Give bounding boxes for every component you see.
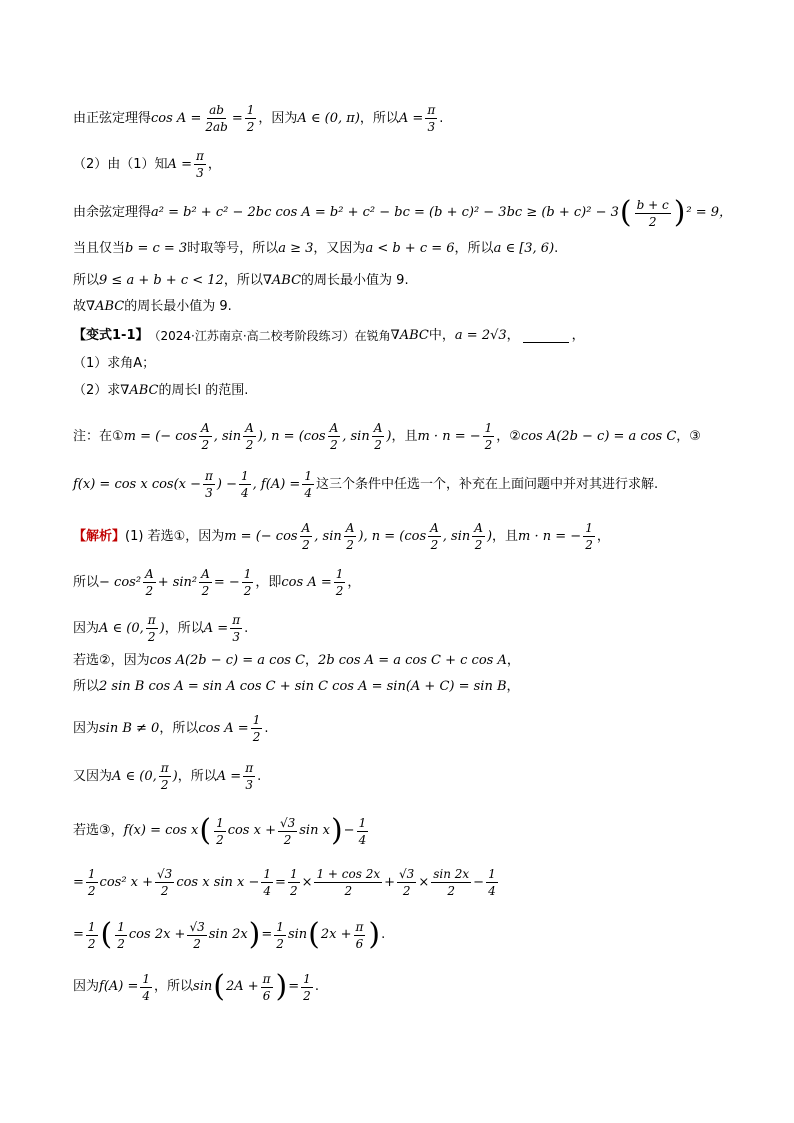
fraction: $\frac{1}{2}$: [216, 815, 224, 847]
math: ∇ABC: [262, 273, 302, 288]
fraction: $\frac{A}{2}$: [201, 421, 210, 452]
fraction: $\frac{\pi}{3}$: [427, 103, 436, 134]
text: ，因为: [258, 110, 298, 126]
solution-line-4: [73, 240, 723, 258]
fraction: $\frac{√3}{2}$: [157, 867, 173, 898]
variant-tag: 【变式1-1】: [73, 328, 149, 343]
math: cos² x +: [99, 874, 154, 890]
text: 这三个条件中任选一个，补充在上面问题中并对其进行求解.: [315, 476, 659, 492]
text: 所以: [73, 679, 100, 694]
math: = −: [213, 574, 240, 590]
math: 2A +: [225, 979, 259, 994]
fraction: $\frac{\pi}{3}$: [245, 761, 254, 792]
text: ，: [305, 653, 319, 668]
variant-header: [73, 327, 723, 345]
fraction: $\frac{\pi}{6}$: [355, 919, 364, 951]
fraction: $\frac{b + c}{2}$: [636, 197, 669, 229]
paren: ): [368, 917, 381, 952]
text: ，又因为: [313, 241, 366, 256]
math: sin 2x: [208, 927, 248, 942]
text: （2）求: [73, 383, 121, 398]
paren: ): [248, 917, 261, 952]
math: ), n = (cos: [257, 428, 326, 444]
analysis-line-3: [73, 614, 723, 643]
fraction: $\frac{A}{2}$: [430, 521, 439, 552]
fraction: $\frac{1}{2}$: [289, 867, 298, 898]
fraction: $\frac{1}{2}$: [87, 919, 96, 951]
fraction: $\frac{√3}{2}$: [399, 867, 415, 898]
math: m · n = −: [518, 528, 582, 544]
fraction: $\frac{1}{2}$: [243, 567, 252, 598]
text: 的周长最小值为 9.: [301, 273, 409, 288]
math: ): [159, 620, 165, 636]
math: + sin²: [157, 574, 198, 590]
math: f(x) = cos x: [123, 823, 199, 838]
solution-line-3: [73, 195, 733, 230]
text: 注：在①: [73, 428, 124, 444]
math: ² = 9，: [686, 205, 733, 220]
math: ): [386, 428, 392, 444]
math: ×: [301, 874, 313, 890]
text: .: [264, 720, 269, 736]
math: ): [172, 768, 178, 784]
math: −: [473, 874, 485, 890]
fraction: $\frac{ab}{2ab}$: [205, 103, 228, 134]
text: 所以: [73, 273, 100, 288]
text: ，②: [496, 428, 521, 444]
text: 中，: [428, 328, 455, 343]
fraction: $\frac{1}{2}$: [585, 521, 593, 552]
math: a ∈ [3, 6): [493, 241, 555, 256]
math: =: [275, 874, 286, 890]
fraction: $\frac{A}{2}$: [329, 421, 339, 452]
text: ，所以: [177, 768, 217, 784]
text: .: [244, 620, 249, 636]
paren: ): [330, 813, 343, 848]
math: cos A(2b − c) = a cos C: [149, 653, 306, 668]
fill-in-blank: [523, 330, 569, 343]
analysis-line-10: [73, 917, 723, 952]
math: +: [384, 874, 396, 890]
math: ∇ABC: [120, 383, 159, 398]
fraction: $\frac{√3}{2}$: [279, 815, 296, 847]
text: ，: [596, 528, 610, 544]
math: 2 sin B cos A = sin A cos C + sin C cos A = sin(A + C) = sin B: [99, 679, 507, 694]
math: A =: [203, 620, 229, 636]
math: sin x: [299, 823, 330, 838]
math: cos A =: [198, 720, 249, 736]
text: 若选②，因为: [73, 653, 150, 668]
paren: (: [213, 969, 225, 1004]
paren: ): [275, 969, 288, 1004]
math: ×: [418, 874, 430, 890]
math: ∇ABC: [86, 299, 125, 314]
text: （1）求角A；: [73, 356, 156, 371]
paren: (: [100, 917, 113, 952]
analysis-line-4: [73, 652, 723, 670]
text: (1) 若选①，因为: [125, 528, 225, 544]
math: =: [261, 927, 273, 942]
math: 9 ≤ a + b + c < 12: [99, 273, 224, 288]
math: =: [288, 979, 300, 994]
analysis-line-9: [73, 868, 723, 897]
text: 又因为: [73, 768, 113, 784]
text: ，所以: [223, 273, 263, 288]
math: A ∈ (0,: [112, 768, 157, 784]
math: ) −: [216, 476, 238, 492]
paren: (: [308, 917, 320, 952]
math: , sin: [342, 428, 370, 444]
math: ): [486, 528, 493, 544]
math: sin: [193, 979, 213, 994]
analysis-tag: 【解析】: [73, 528, 126, 544]
math: m · n = −: [417, 428, 481, 444]
fraction: $\frac{A}{2}$: [245, 421, 254, 452]
math: f(A) =: [99, 979, 139, 994]
solution-line-2: [73, 150, 723, 179]
math: −: [343, 823, 355, 838]
fraction: $\frac{\pi}{3}$: [205, 469, 213, 500]
analysis-line-2: [73, 568, 723, 597]
text: ，: [506, 653, 520, 668]
text: 因为: [73, 979, 100, 994]
analysis-line-8: [73, 813, 723, 848]
math: , sin: [442, 528, 471, 544]
math: ∇ABC: [390, 328, 429, 343]
fraction: $\frac{1}{4}$: [358, 815, 367, 847]
math: 2x +: [320, 927, 352, 942]
analysis-line-5: [73, 678, 723, 696]
text: 由余弦定理得: [73, 205, 152, 220]
text: 的周长最小值为 9.: [124, 299, 232, 314]
fraction: $\frac{1}{2}$: [87, 867, 96, 898]
fraction: $\frac{1}{4}$: [241, 469, 249, 500]
fraction: $\frac{1}{4}$: [142, 971, 151, 1003]
math: f(x) = cos x cos(x −: [73, 476, 202, 492]
conditions-line-1: [73, 422, 723, 451]
fraction: $\frac{A}{2}$: [345, 521, 355, 552]
text: ，③: [676, 428, 701, 444]
math: cos x +: [227, 823, 276, 838]
fraction: $\frac{\pi}{2}$: [147, 613, 156, 644]
text: （2）由（1）知: [73, 156, 168, 172]
text: 若选③，: [73, 823, 124, 838]
fraction: $\frac{1}{2}$: [246, 103, 255, 134]
analysis-line-7: [73, 762, 723, 791]
question-2: [73, 382, 723, 400]
math: sin: [287, 927, 308, 942]
math: a² = b² + c² − 2bc cos A = b² + c² − bc = (b + c)² − 3bc ≥ (b + c)² − 3: [151, 205, 619, 220]
math: ), n = (cos: [358, 528, 427, 544]
math: a ≥ 3: [278, 241, 314, 256]
fraction: $\frac{\pi}{6}$: [262, 971, 271, 1003]
text: .: [314, 979, 319, 994]
fraction: $\frac{1}{4}$: [304, 469, 312, 500]
math: cos A(2b − c) = a cos C: [520, 428, 677, 444]
paren: (: [619, 195, 632, 230]
text: 因为: [73, 720, 100, 736]
math: A ∈ (0, π): [297, 110, 360, 126]
math: cos A =: [151, 110, 202, 126]
fraction: $\frac{1}{2}$: [117, 919, 125, 951]
solution-line-5: [73, 272, 723, 290]
math: sin B ≠ 0: [99, 720, 160, 736]
fraction: $\frac{\pi}{3}$: [195, 149, 204, 180]
text: 因为: [73, 620, 100, 636]
math: − cos²: [99, 574, 142, 590]
text: ，: [506, 328, 520, 343]
fraction: $\frac{\sin 2x}{2}$: [433, 867, 470, 898]
math: =: [73, 927, 84, 942]
fraction: $\frac{1}{2}$: [335, 567, 344, 598]
text: 所以: [73, 574, 100, 590]
solution-line-1: [73, 104, 723, 133]
source-text: （2024·江苏南京·高二校考阶段练习）在锐角: [148, 329, 391, 343]
text: ，且: [391, 428, 418, 444]
math: a = 2√3: [454, 328, 507, 343]
text: 当且仅当: [73, 241, 126, 256]
text: 由正弦定理得: [73, 110, 152, 126]
math: , sin: [314, 528, 342, 544]
text: ，所以: [159, 720, 199, 736]
text: ，: [347, 574, 361, 590]
fraction: $\frac{A}{2}$: [301, 521, 311, 552]
analysis-line-6: [73, 714, 723, 743]
analysis-line-1: [73, 522, 723, 551]
math: cos 2x +: [128, 927, 186, 942]
math: , f(A) =: [252, 476, 301, 492]
fraction: $\frac{A}{2}$: [145, 567, 154, 598]
fraction: $\frac{A}{2}$: [373, 421, 383, 452]
fraction: $\frac{\pi}{2}$: [160, 761, 169, 792]
text: .: [257, 768, 262, 784]
text: 时取等号，所以: [187, 241, 279, 256]
text: ，即: [255, 574, 282, 590]
fraction: $\frac{1}{2}$: [276, 919, 284, 951]
math: A ∈ (0,: [99, 620, 144, 636]
math: A =: [398, 110, 424, 126]
math: b = c = 3: [125, 241, 188, 256]
text: ，且: [492, 528, 519, 544]
math: A =: [216, 768, 242, 784]
fraction: $\frac{1}{2}$: [303, 971, 311, 1003]
text: ，: [506, 679, 520, 694]
math: m = (− cos: [224, 528, 298, 544]
fraction: $\frac{1}{4}$: [263, 867, 272, 898]
fraction: $\frac{1 + \cos 2x}{2}$: [316, 867, 381, 898]
math: a < b + c = 6: [365, 241, 455, 256]
math: m = (− cos: [123, 428, 198, 444]
math: =: [231, 110, 243, 126]
text: 的周长l 的范围.: [158, 383, 249, 398]
paren: ): [673, 195, 686, 230]
paren: (: [199, 813, 212, 848]
text: .: [381, 927, 386, 942]
text: .: [439, 110, 444, 126]
solution-line-6: [73, 298, 723, 316]
conditions-line-2: [73, 470, 723, 499]
math: A =: [167, 156, 192, 172]
fraction: $\frac{A}{2}$: [201, 567, 210, 598]
text: ，所以: [164, 620, 204, 636]
text: ，所以: [154, 979, 194, 994]
math: cos A =: [281, 574, 332, 590]
math: , sin: [213, 428, 242, 444]
text: ，: [207, 156, 221, 172]
fraction: $\frac{√3}{2}$: [189, 919, 205, 951]
fraction: $\frac{A}{2}$: [474, 521, 483, 552]
text: ，: [571, 328, 585, 343]
text: ，所以: [454, 241, 494, 256]
fraction: $\frac{1}{2}$: [252, 713, 261, 744]
text: ，所以: [359, 110, 399, 126]
fraction: $\frac{\pi}{3}$: [232, 613, 241, 644]
fraction: $\frac{1}{2}$: [484, 421, 493, 452]
math: 2b cos A = a cos C + c cos A: [318, 653, 507, 668]
text: 故: [73, 299, 87, 314]
analysis-line-11: [73, 969, 723, 1004]
math: =: [73, 874, 84, 890]
math: cos x sin x −: [176, 874, 260, 890]
fraction: $\frac{1}{4}$: [488, 867, 496, 898]
question-1: [73, 355, 723, 373]
text: .: [554, 241, 559, 256]
